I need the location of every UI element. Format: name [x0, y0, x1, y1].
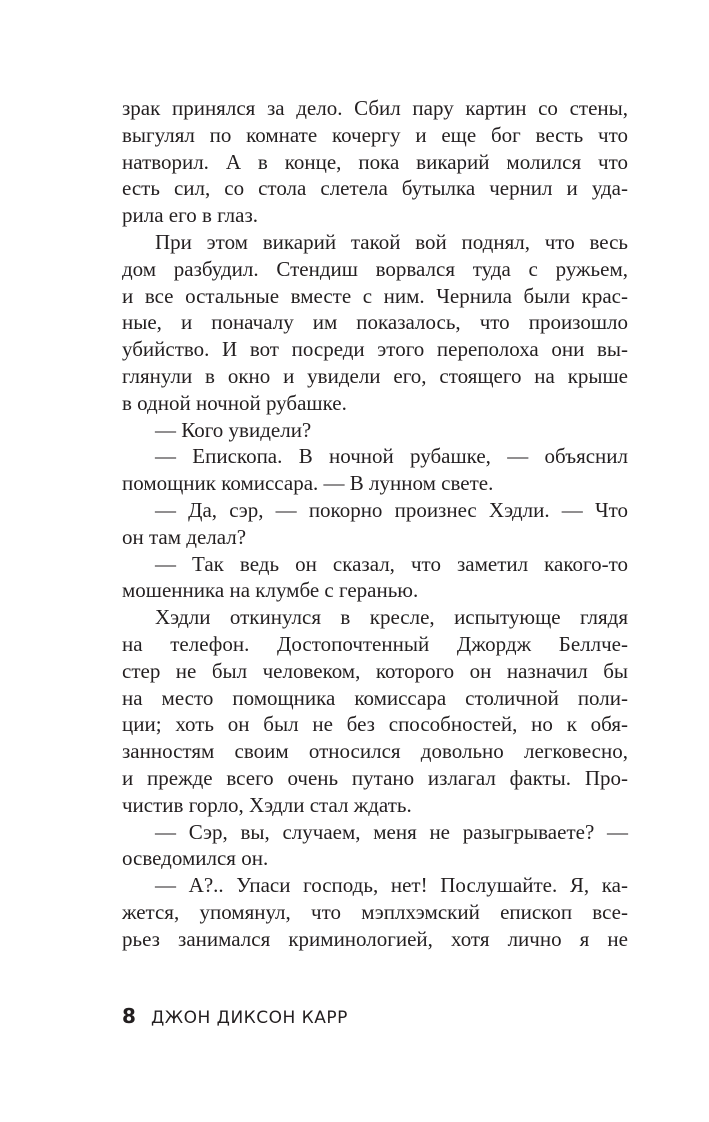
text-line: стер не был человеком, которого он назначил бы: [122, 658, 628, 683]
text-line: на телефон. Достопочтенный Джордж Беллче-: [122, 631, 628, 656]
text-line: ные, и поначалу им показалось, что произошло: [122, 310, 628, 335]
text-line: и прежде всего очень путано излагал факты. Про-: [122, 765, 628, 790]
text-line: помощник комиссара. — В лунном свете.: [122, 471, 494, 496]
text-line: жется, упомянул, что мэплхэмский епископ все-: [122, 899, 628, 924]
running-title: ДЖОН ДИКСОН КАРР: [151, 1008, 348, 1028]
text-line: дом разбудил. Стендиш ворвался туда с ружьем,: [122, 256, 628, 281]
text-line: — Сэр, вы, случаем, меня не разыгрываете? —: [155, 819, 628, 844]
text-line: рьез занимался криминологией, хотя лично я не: [122, 926, 628, 951]
text-line: есть сил, со стола слетела бутылка чернил и уда-: [122, 176, 628, 201]
text-line: — Да, сэр, — покорно произнес Хэдли. — Что: [155, 497, 628, 522]
text-line: При этом викарий такой вой поднял, что весь: [155, 229, 628, 254]
text-line: натворил. А в конце, пока викарий молился что: [122, 149, 628, 174]
text-line: и все остальные вместе с ним. Чернила были крас-: [122, 283, 628, 308]
text-line: рила его в глаз.: [122, 203, 259, 228]
text-line: убийство. И вот посреди этого переполоха они вы-: [122, 337, 628, 362]
text-line: — А?.. Упаси господь, нет! Послушайте. Я, ка-: [155, 873, 628, 898]
text-line: зрак принялся за дело. Сбил пару картин со стены,: [122, 96, 628, 120]
text-line: ции; хоть он был не без способностей, но к обя-: [122, 712, 628, 737]
text-line: в одной ночной рубашке.: [122, 390, 347, 415]
page-footer: [122, 1002, 348, 1030]
text-line: выгулял по комнате кочергу и еще бог весть что: [122, 122, 628, 147]
text-line: — Епископа. В ночной рубашке, — объяснил: [155, 444, 628, 469]
text-line: чистив горло, Хэдли стал ждать.: [122, 792, 412, 817]
text-line: — Кого увидели?: [155, 417, 312, 442]
page-body: [122, 95, 628, 953]
text-line: занностям своим относился довольно легковесно,: [122, 739, 628, 764]
text-line: глянули в окно и увидели его, стоящего на крыше: [122, 363, 628, 388]
text-line: Хэдли откинулся в кресле, испытующе глядя: [155, 605, 628, 630]
text-line: мошенника на клумбе с геранью.: [122, 578, 419, 603]
text-line: осведомился он.: [122, 846, 269, 871]
text-line: — Так ведь он сказал, что заметил какого-то: [155, 551, 628, 576]
page-number: 8: [122, 1004, 136, 1028]
text-line: он там делал?: [122, 524, 247, 549]
text-line: на место помощника комиссара столичной поли-: [122, 685, 628, 710]
